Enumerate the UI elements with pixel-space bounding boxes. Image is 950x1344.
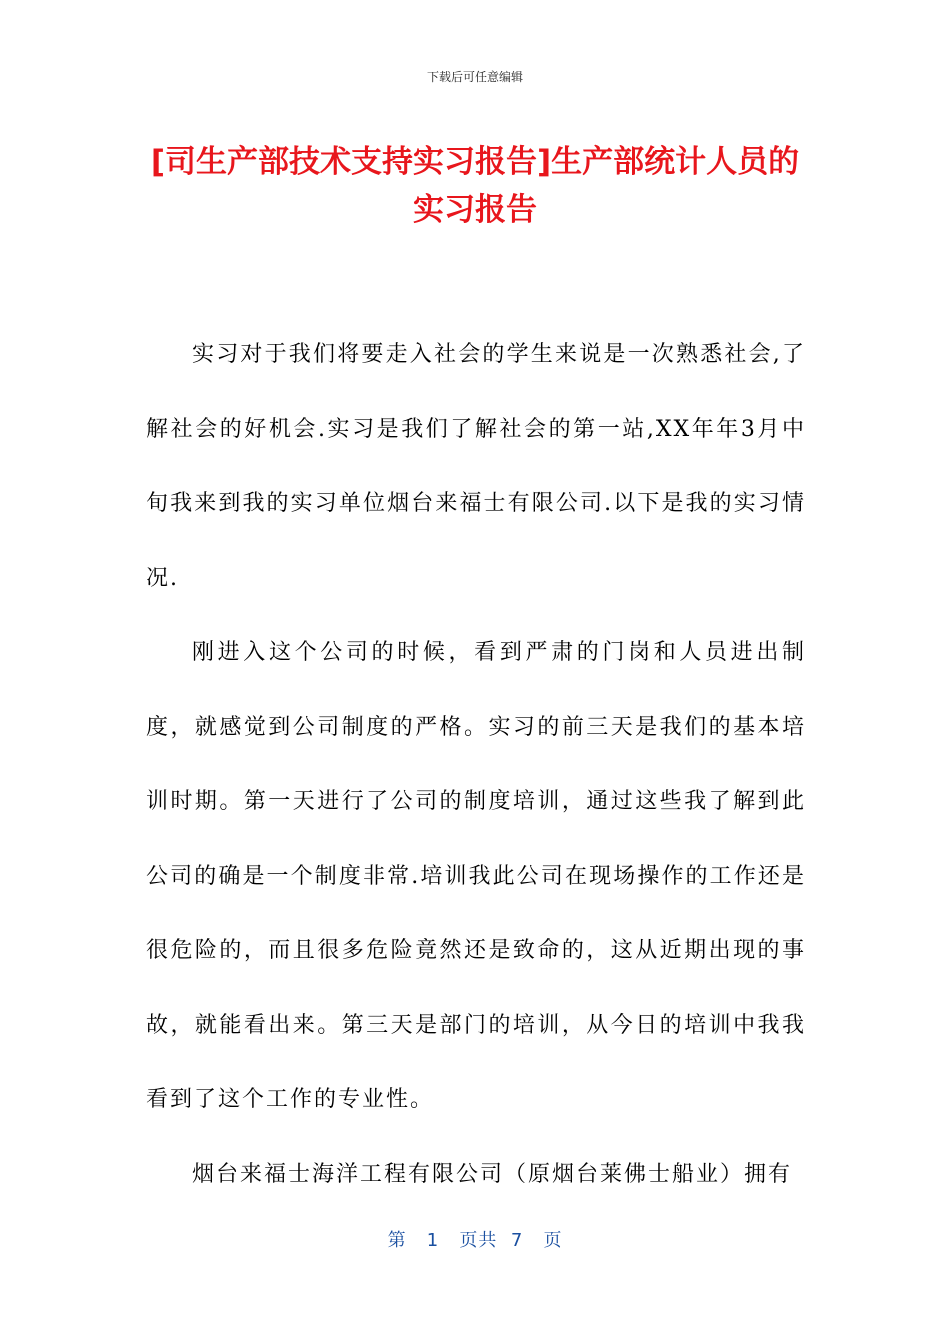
page-label-middle: 页共 — [459, 1230, 498, 1251]
paragraph: 烟台来福士海洋工程有限公司（原烟台莱佛士船业）拥有 — [192, 1161, 793, 1187]
page-label-prefix: 第 — [387, 1230, 407, 1251]
paragraph: 实习对于我们将要走入社会的学生来说是一次熟悉社会,了解社会的好机会.实习是我们了解社会的第一站,XX年年3月中旬我来到我的实习单位烟台来福士有限公司.以下是我的实习情况. — [146, 342, 806, 591]
document-body — [146, 318, 806, 1212]
current-page-number: 1 — [426, 1230, 440, 1251]
total-pages-number: 7 — [510, 1230, 524, 1251]
paragraph: 刚进入这个公司的时候，看到严肃的门岗和人员进出制度，就感觉到公司制度的严格。实习的前三天是我们的基本培训时期。第一天进行了公司的制度培训，通过这些我了解到此公司的确是一个制度非常.培训我此公司在现场操作的工作还是很危险的，而且很多危险竟然还是致命的，这从近期出现的事故，就能看出来。第三天是部门的培训，从今日的培训中我我看到了这个工作的专业性。 — [146, 640, 806, 1112]
document-title: [司生产部技术支持实习报告]生产部统计人员的实习报告 — [150, 144, 800, 228]
header-note: 下载后可任意编辑 — [426, 70, 523, 84]
page-footer — [0, 1226, 950, 1252]
page-label-suffix: 页 — [543, 1230, 563, 1251]
